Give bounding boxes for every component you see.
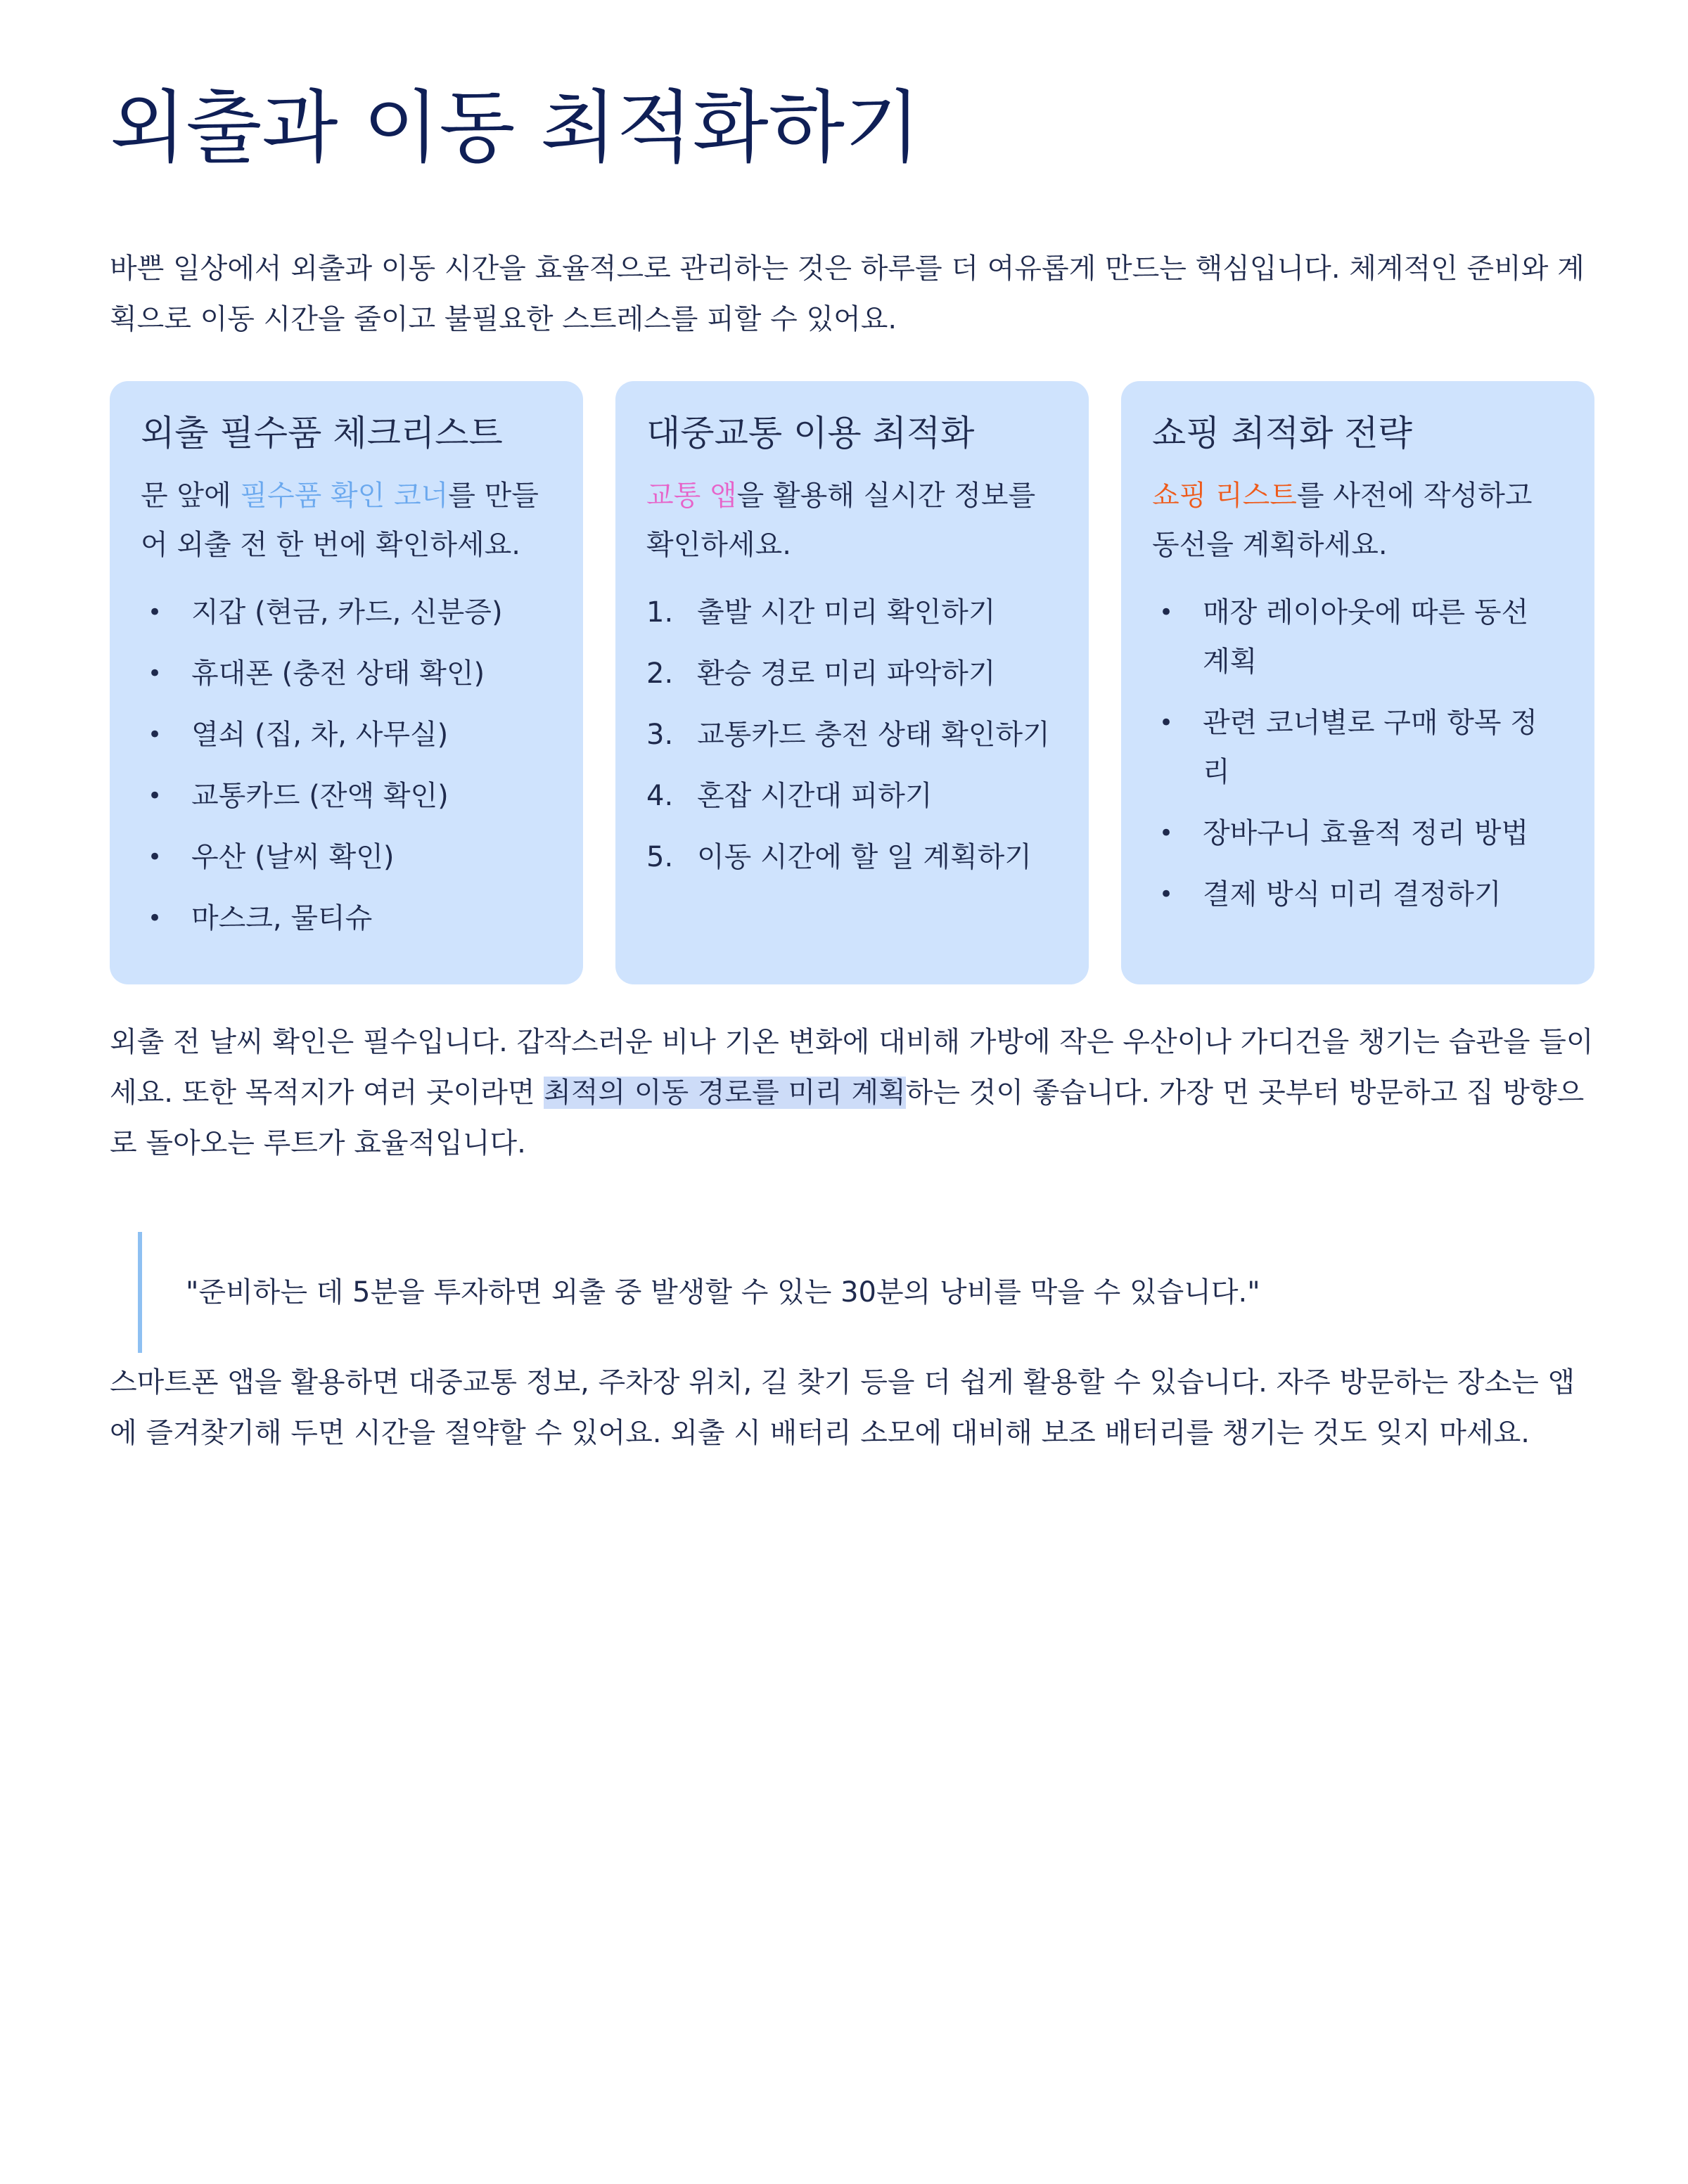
card-title: 대중교통 이용 최적화 — [646, 413, 975, 454]
card-description-highlight: 필수품 확인 코너 — [240, 480, 449, 512]
list-number: 4. — [646, 780, 674, 812]
list-item — [141, 649, 552, 698]
highlighted-text: 최적의 이동 경로를 미리 계획 — [544, 1077, 906, 1109]
list-item — [1152, 588, 1564, 686]
card-title: 외출 필수품 체크리스트 — [141, 413, 503, 454]
list-item — [1152, 698, 1564, 797]
list-item-text: 우산 (날씨 확인) — [191, 841, 395, 873]
list-item — [1152, 809, 1564, 858]
card-title: 쇼핑 최적화 전략 — [1152, 413, 1412, 454]
list-item — [141, 588, 552, 637]
card-public-transit — [615, 381, 1089, 984]
list-item-text: 열쇠 (집, 차, 사무실) — [191, 719, 449, 751]
list-item — [141, 771, 552, 821]
list-number: 2. — [646, 657, 674, 690]
list-item — [646, 649, 1058, 698]
card-description-text: 을 활용해 실시간 정보를 확인하세요. — [646, 480, 1036, 561]
list-item-text: 이동 시간에 할 일 계획하기 — [697, 841, 1032, 873]
list-item-text: 출발 시간 미리 확인하기 — [697, 596, 996, 629]
bullet-icon: • — [1159, 880, 1174, 908]
list-item-text: 장바구니 효율적 정리 방법 — [1203, 817, 1529, 849]
page-title: 외출과 이동 최적화하기 — [110, 82, 921, 174]
bullet-icon: • — [148, 721, 162, 749]
list-item-text: 결제 방식 미리 결정하기 — [1203, 878, 1502, 911]
card-description-highlight: 쇼핑 리스트 — [1152, 480, 1297, 512]
list-item-text: 관련 코너별로 구매 항목 정리 — [1203, 707, 1537, 788]
bullet-icon: • — [1159, 709, 1174, 737]
list-item — [646, 710, 1058, 759]
intro-paragraph: 바쁜 일상에서 외출과 이동 시간을 효율적으로 관리하는 것은 하루를 더 여유롭게 만드는 핵심입니다. 체계적인 준비와 계획으로 이동 시간을 줄이고 불필요한 스트레스를 피할 수 있어요. — [110, 252, 1585, 335]
card-essentials-checklist — [110, 381, 583, 984]
list-item — [646, 588, 1058, 637]
quote-text: "준비하는 데 5분을 투자하면 외출 중 발생할 수 있는 30분의 낭비를 막을 수 있습니다." — [186, 1276, 1260, 1309]
list-item — [141, 894, 552, 943]
list-item-text: 혼잡 시간대 피하기 — [697, 780, 933, 812]
list-item — [141, 710, 552, 759]
list-item-text: 환승 경로 미리 파악하기 — [697, 657, 996, 690]
list-item-text: 교통카드 충전 상태 확인하기 — [697, 719, 1050, 751]
bullet-icon: • — [1159, 598, 1174, 627]
bullet-icon: • — [1159, 819, 1174, 847]
list-item — [141, 833, 552, 882]
list-item — [646, 771, 1058, 821]
list-item-text: 지갑 (현금, 카드, 신분증) — [191, 596, 503, 629]
list-item — [646, 833, 1058, 882]
weather-route-paragraph — [110, 1017, 1594, 1169]
card-shopping-strategy — [1121, 381, 1594, 984]
card-description-text: 를 사전에 작성하고 동선을 계획하세요. — [1152, 480, 1533, 561]
numbered-list — [646, 588, 1058, 882]
bullet-list — [141, 588, 552, 943]
list-item-text: 매장 레이아웃에 따른 동선 계획 — [1203, 596, 1529, 678]
card-description-highlight: 교통 앱 — [646, 480, 737, 512]
paragraph-text: 하는 것이 좋습니다. 가장 먼 곳부터 방문하고 집 방향으로 돌아오는 루트가 효율적입니다. — [110, 1077, 1585, 1160]
list-item-text: 교통카드 (잔액 확인) — [191, 780, 449, 812]
list-item-text: 마스크, 물티슈 — [191, 902, 373, 934]
card-description — [646, 471, 1058, 570]
bullet-icon: • — [148, 660, 162, 688]
list-number: 5. — [646, 841, 674, 873]
bullet-list — [1152, 588, 1564, 919]
list-item-text: 휴대폰 (충전 상태 확인) — [191, 657, 485, 690]
bullet-icon: • — [148, 904, 162, 932]
card-description — [141, 471, 552, 570]
bullet-icon: • — [148, 598, 162, 627]
list-number: 1. — [646, 596, 674, 629]
smartphone-apps-paragraph: 스마트폰 앱을 활용하면 대중교통 정보, 주차장 위치, 길 찾기 등을 더 쉽게 활용할 수 있습니다. 자주 방문하는 장소는 앱에 즐겨찾기해 두면 시간을 절약할 수 있어요. 외출 시 배터리 소모에 대비해 보조 배터리를 챙기는 것도 잊지 마세요. — [110, 1366, 1575, 1449]
card-grid — [110, 381, 1595, 984]
card-description — [1152, 471, 1564, 570]
card-description-text: 문 앞에 — [141, 480, 241, 512]
list-number: 3. — [646, 719, 674, 751]
card-description-text: 를 만들어 외출 전 한 번에 확인하세요. — [141, 480, 539, 561]
blockquote — [138, 1232, 1622, 1353]
list-item — [1152, 870, 1564, 919]
bullet-icon: • — [148, 843, 162, 871]
bullet-icon: • — [148, 782, 162, 810]
paragraph-text: 외출 전 날씨 확인은 필수입니다. 갑작스러운 비나 기온 변화에 대비해 가방에 작은 우산이나 가디건을 챙기는 습관을 들이세요. 또한 목적지가 여러 곳이라면 — [110, 1026, 1594, 1109]
